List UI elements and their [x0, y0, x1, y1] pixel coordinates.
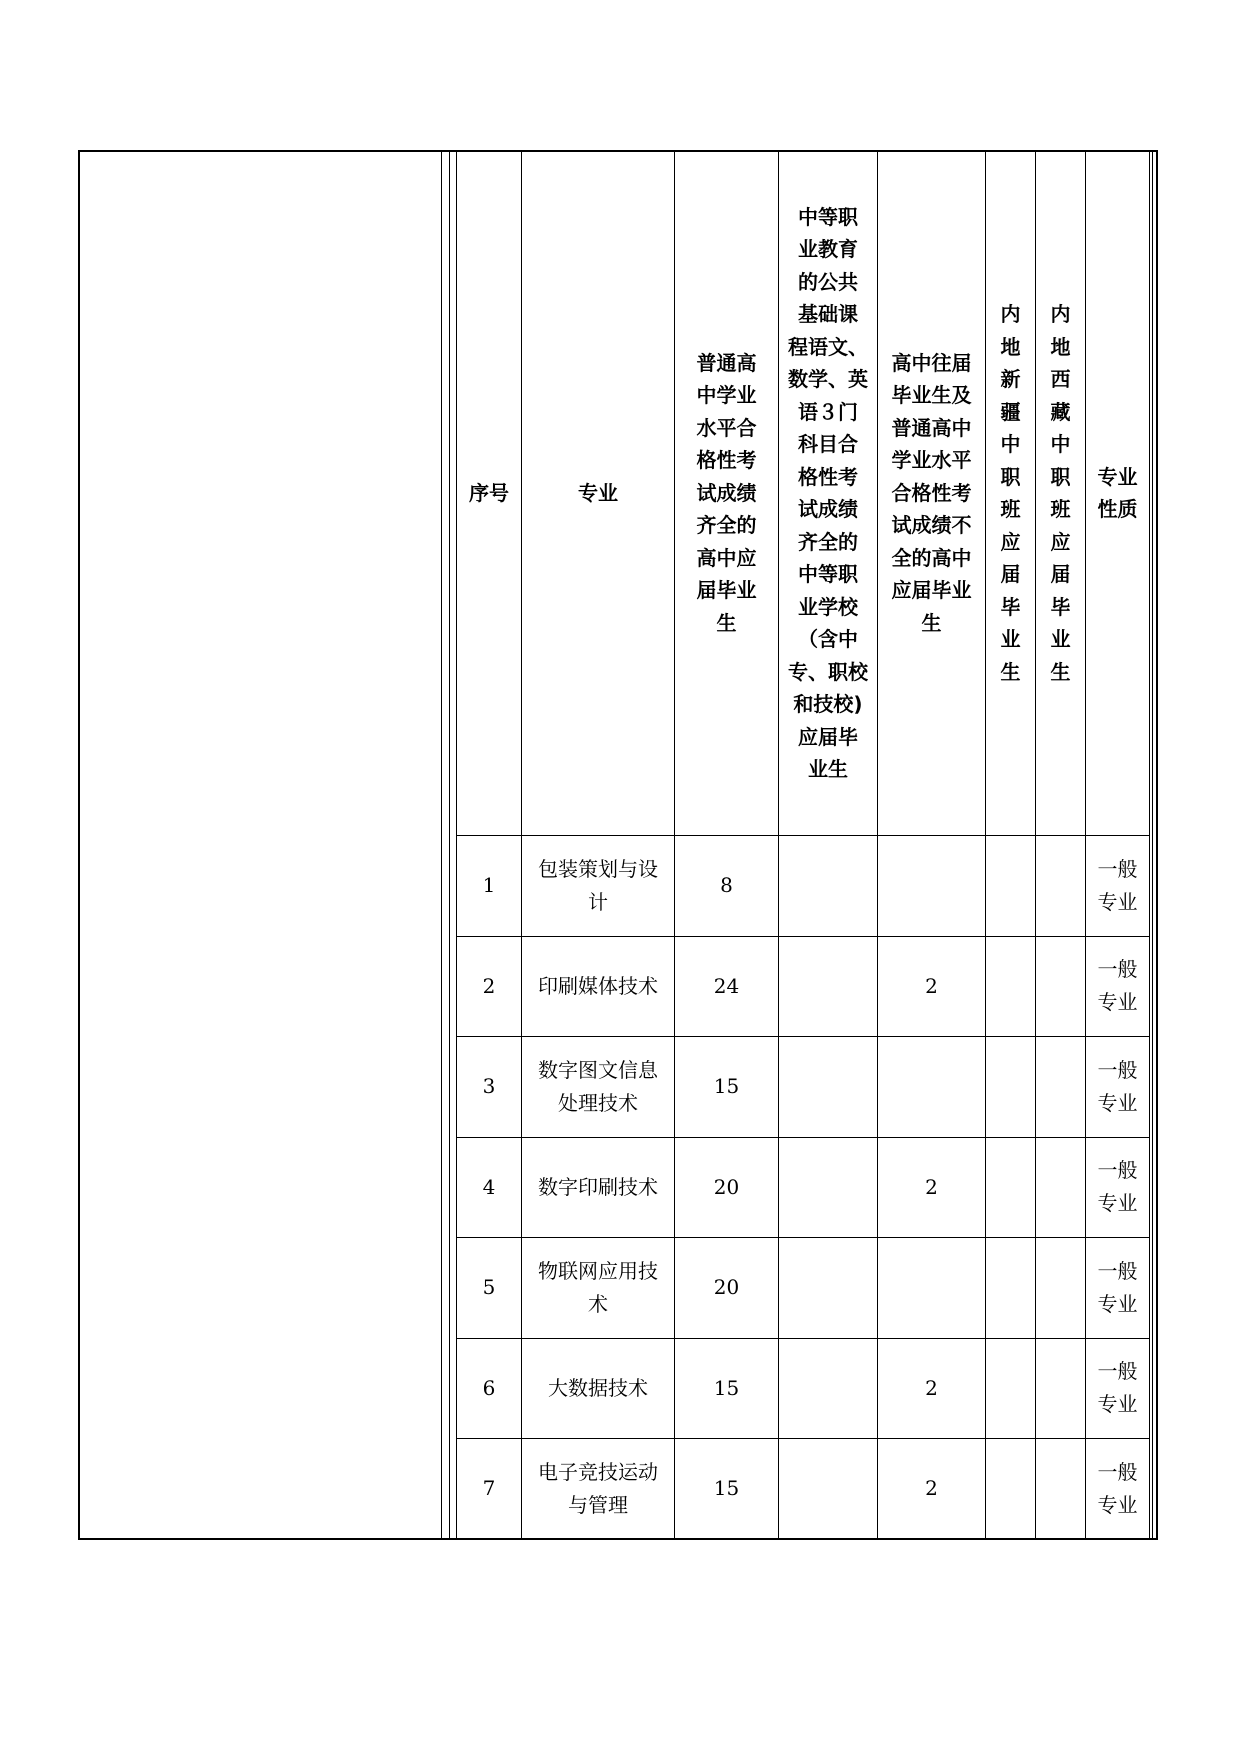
header-xinjiang — [986, 151, 1036, 836]
cell-general-hs: 15 — [675, 1439, 779, 1540]
cell-major — [522, 936, 675, 1037]
cell-general-hs: 15 — [675, 1037, 779, 1138]
header-text-line: 程语文、 — [788, 334, 868, 359]
cell-text-line: 专业 — [1097, 889, 1138, 914]
header-text-line: 内 — [1000, 302, 1021, 326]
header-nature — [1086, 151, 1150, 836]
header-text-line: 届毕业 — [696, 578, 757, 603]
header-text-line: 中等职 — [798, 562, 858, 586]
header-text-line: 合格性考 — [891, 480, 972, 505]
cell-text-line: 处理技术 — [558, 1090, 638, 1115]
cell-vocational — [779, 1037, 878, 1138]
table-row — [457, 1238, 1150, 1339]
cell-xizang — [1036, 1439, 1086, 1540]
header-text-line: 中等职 — [798, 204, 858, 229]
table-row — [457, 1137, 1150, 1238]
header-text-line: 职 — [1050, 464, 1071, 489]
cell-general-hs: 20 — [675, 1238, 779, 1339]
cell-seq: 7 — [457, 1439, 522, 1540]
cell-vocational — [779, 1439, 878, 1540]
header-text-line: 生 — [1000, 659, 1021, 684]
header-text-line: 格性考 — [798, 464, 858, 489]
cell-text-line: 一般 — [1097, 1258, 1138, 1283]
header-xizang — [1036, 151, 1086, 836]
cell-xinjiang — [986, 1439, 1036, 1540]
header-text-line: 职 — [1000, 464, 1021, 489]
header-text-line: 内 — [1050, 302, 1071, 326]
cell-text-line: 一般 — [1097, 1459, 1138, 1484]
header-text-line: 专业 — [1097, 464, 1138, 489]
header-text-line: 数学、英 — [788, 367, 868, 391]
cell-text-line: 数字印刷技术 — [538, 1174, 658, 1199]
cell-nature — [1086, 1439, 1150, 1540]
cell-vocational — [779, 1338, 878, 1439]
header-text-line: 专、职校 — [788, 659, 868, 684]
header-text-line: 格性考 — [696, 448, 757, 473]
header-text-line: 试成绩 — [798, 497, 858, 521]
header-text-line: （含中 — [798, 627, 858, 651]
cell-xinjiang — [986, 1238, 1036, 1339]
cell-general-hs: 20 — [675, 1137, 779, 1238]
cell-text-line: 计 — [588, 889, 608, 914]
header-text-line: 业生 — [808, 757, 848, 781]
cell-vocational — [779, 836, 878, 937]
cell-xinjiang — [986, 936, 1036, 1037]
header-text-line: 毕 — [1000, 594, 1021, 619]
cell-nature — [1086, 936, 1150, 1037]
cell-text-line: 专业 — [1097, 1392, 1138, 1417]
header-text-line: 业 — [1050, 627, 1071, 651]
header-text-line: 业教育 — [798, 237, 858, 261]
header-text-line: 毕业生及 — [891, 383, 972, 408]
header-text-line: 班 — [1050, 497, 1071, 521]
column-divider — [449, 150, 450, 1540]
header-text-line: 生 — [716, 610, 737, 635]
cell-nature — [1086, 1338, 1150, 1439]
cell-text-line: 物联网应用技 — [538, 1258, 658, 1283]
cell-seq: 3 — [457, 1037, 522, 1138]
cell-prev-grad: 2 — [878, 1439, 986, 1540]
cell-text-line: 数字图文信息 — [538, 1057, 658, 1082]
header-text-line: 齐全的 — [696, 513, 757, 538]
column-divider — [1152, 150, 1153, 1540]
header-text-line: 业 — [1000, 627, 1021, 651]
header-vocational — [779, 151, 878, 836]
cell-seq: 1 — [457, 836, 522, 937]
header-text-line: 毕 — [1050, 594, 1071, 619]
cell-seq: 5 — [457, 1238, 522, 1339]
cell-xizang — [1036, 1137, 1086, 1238]
cell-xizang — [1036, 1238, 1086, 1339]
cell-general-hs: 8 — [675, 836, 779, 937]
header-text-line: 生 — [1050, 659, 1071, 684]
cell-general-hs: 24 — [675, 936, 779, 1037]
enrollment-table — [456, 150, 1150, 1540]
header-text-line: 西 — [1050, 367, 1071, 391]
cell-text-line: 一般 — [1097, 856, 1138, 881]
cell-xizang — [1036, 1037, 1086, 1138]
cell-major — [522, 1037, 675, 1138]
header-text-line: 应 — [1050, 529, 1071, 554]
cell-text-line: 电子竞技运动 — [538, 1459, 658, 1484]
cell-xizang — [1036, 836, 1086, 937]
header-text-line: 中 — [1000, 432, 1021, 456]
header-text-line: 普通高中 — [891, 415, 972, 440]
header-text-line: 应届毕业 — [891, 578, 972, 603]
header-text-line: 应 — [1000, 529, 1021, 554]
header-text-line: 基础课 — [798, 302, 858, 326]
header-text-line: 试成绩不 — [891, 513, 972, 538]
header-text-line: 届 — [1000, 562, 1021, 586]
cell-prev-grad: 2 — [878, 1338, 986, 1439]
header-text-line: 中 — [1050, 432, 1071, 456]
cell-vocational — [779, 1137, 878, 1238]
table-row — [457, 936, 1150, 1037]
cell-seq: 4 — [457, 1137, 522, 1238]
cell-xinjiang — [986, 836, 1036, 937]
table-row — [457, 1037, 1150, 1138]
cell-xinjiang — [986, 1037, 1036, 1138]
cell-prev-grad — [878, 1037, 986, 1138]
cell-major — [522, 1137, 675, 1238]
table-row — [457, 1439, 1150, 1540]
cell-text-line: 专业 — [1097, 1090, 1138, 1115]
header-prev-grad — [878, 151, 986, 836]
cell-text-line: 专业 — [1097, 1191, 1138, 1216]
header-general-hs — [675, 151, 779, 836]
cell-text-line: 一般 — [1097, 1057, 1138, 1082]
header-text-line: 普通高 — [696, 350, 757, 375]
cell-text-line: 大数据技术 — [548, 1375, 648, 1400]
cell-nature — [1086, 836, 1150, 937]
header-text-line: 水平合 — [696, 415, 757, 440]
header-text-line: 语３门 — [798, 399, 858, 424]
cell-seq: 2 — [457, 936, 522, 1037]
header-text-line: 业学校 — [798, 594, 858, 619]
cell-major — [522, 1338, 675, 1439]
header-row — [457, 151, 1150, 836]
header-text-line: 全的高中 — [891, 545, 972, 570]
header-text-line: 疆 — [1000, 399, 1021, 424]
header-text-line: 中学业 — [696, 383, 757, 408]
header-text-line: 新 — [1000, 367, 1021, 391]
header-seq: 序号 — [457, 151, 522, 836]
cell-vocational — [779, 1238, 878, 1339]
cell-text-line: 专业 — [1097, 1291, 1138, 1316]
cell-prev-grad — [878, 836, 986, 937]
cell-major — [522, 1439, 675, 1540]
header-text-line: 高中往届 — [891, 350, 972, 375]
header-text-line: 学业水平 — [891, 448, 972, 473]
cell-general-hs: 15 — [675, 1338, 779, 1439]
header-text-line: 应届毕 — [798, 724, 858, 749]
cell-text-line: 专业 — [1097, 1492, 1138, 1517]
header-text-line: 的公共 — [798, 269, 858, 294]
cell-text-line: 与管理 — [568, 1492, 628, 1517]
cell-prev-grad: 2 — [878, 1137, 986, 1238]
cell-nature — [1086, 1037, 1150, 1138]
cell-prev-grad — [878, 1238, 986, 1339]
cell-xizang — [1036, 1338, 1086, 1439]
cell-prev-grad: 2 — [878, 936, 986, 1037]
header-text-line: 科目合 — [798, 432, 858, 456]
cell-xizang — [1036, 936, 1086, 1037]
table-row — [457, 1338, 1150, 1439]
cell-text-line: 专业 — [1097, 990, 1138, 1015]
header-text-line: 和技校) — [793, 692, 863, 716]
header-text-line: 生 — [921, 610, 942, 635]
cell-text-line: 一般 — [1097, 1359, 1138, 1384]
header-text-line: 试成绩 — [696, 480, 757, 505]
cell-xinjiang — [986, 1137, 1036, 1238]
header-text-line: 藏 — [1050, 399, 1071, 424]
cell-text-line: 一般 — [1097, 957, 1138, 982]
cell-major — [522, 1238, 675, 1339]
cell-nature — [1086, 1137, 1150, 1238]
header-text-line: 高中应 — [696, 545, 757, 570]
header-major: 专业 — [522, 151, 675, 836]
cell-seq: 6 — [457, 1338, 522, 1439]
table-row — [457, 836, 1150, 937]
header-text-line: 届 — [1050, 562, 1071, 586]
cell-text-line: 术 — [588, 1291, 608, 1316]
column-divider — [441, 150, 442, 1540]
cell-text-line: 印刷媒体技术 — [538, 973, 658, 998]
header-text-line: 齐全的 — [798, 529, 858, 554]
header-text-line: 地 — [1000, 334, 1021, 359]
cell-text-line: 包装策划与设 — [538, 856, 658, 881]
header-text-line: 性质 — [1097, 497, 1138, 521]
cell-text-line: 一般 — [1097, 1158, 1138, 1183]
cell-major — [522, 836, 675, 937]
cell-xinjiang — [986, 1338, 1036, 1439]
cell-nature — [1086, 1238, 1150, 1339]
header-text-line: 班 — [1000, 497, 1021, 521]
cell-vocational — [779, 936, 878, 1037]
header-text-line: 地 — [1050, 334, 1071, 359]
